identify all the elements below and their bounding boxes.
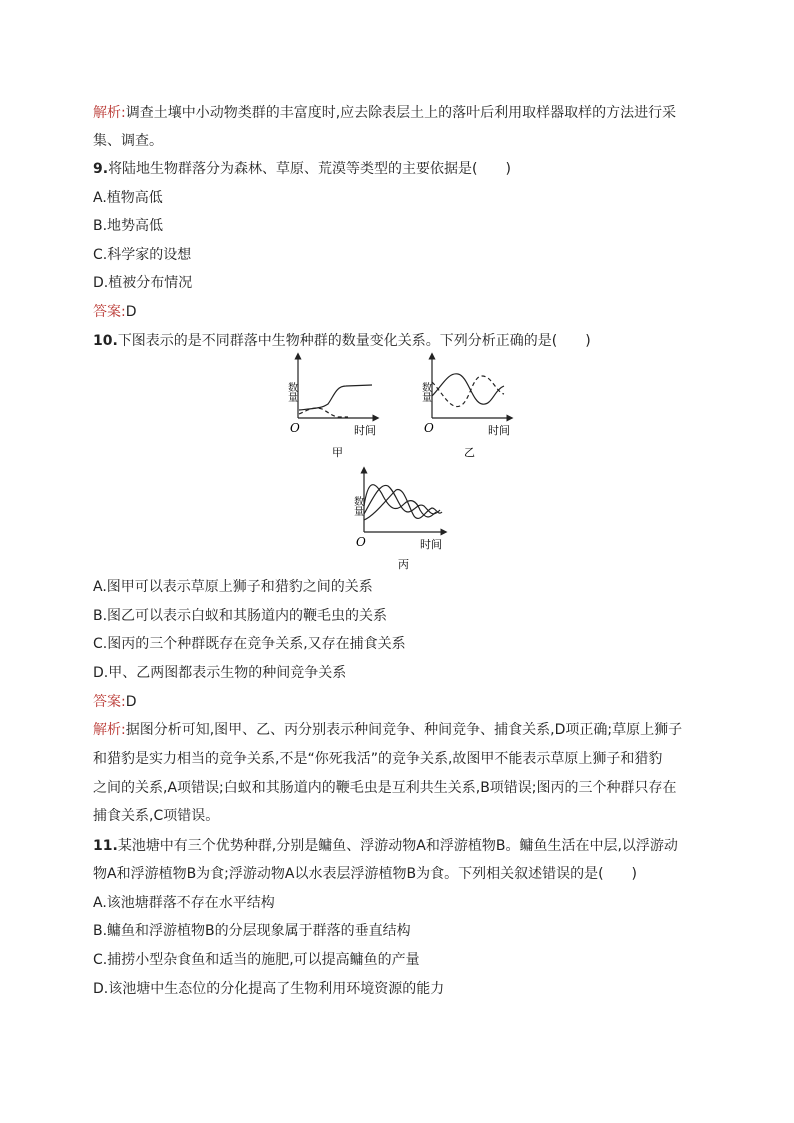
figure-yi — [412, 352, 522, 462]
solid-curve — [299, 385, 372, 410]
q10-analysis-line-2: 和猎豹是实力相当的竞争关系,不是“你死我活”的竞争关系,故图甲不能表示草原上狮子和猎豹 — [93, 751, 663, 767]
q9-option-a: A.植物高低 — [93, 190, 163, 206]
question-11-stem-line-1 — [93, 837, 713, 855]
y-axis-label: 数量 — [419, 382, 431, 402]
origin-label: O — [356, 535, 366, 549]
q10-option-d: D.甲、乙两图都表示生物的种间竞争关系 — [93, 665, 347, 681]
figure-jia — [278, 352, 388, 462]
figure-caption: 乙 — [464, 446, 475, 459]
q10-option-a: A.图甲可以表示草原上狮子和猎豹之间的关系 — [93, 579, 373, 595]
q11-option-a: A.该池塘群落不存在水平结构 — [93, 895, 275, 911]
figure-caption: 甲 — [332, 446, 343, 459]
question-9-stem — [93, 160, 713, 178]
origin-label: O — [290, 421, 300, 435]
q11-option-c: C.捕捞小型杂食鱼和适当的施肥,可以提高鳙鱼的产量 — [93, 952, 420, 968]
question-text: 下图表示的是不同群落中生物种群的数量变化关系。下列分析正确的是( ) — [117, 333, 591, 349]
q10-analysis-line-1 — [93, 721, 713, 739]
answer-label: 答案: — [93, 304, 126, 320]
answer-label: 答案: — [93, 694, 126, 710]
prev-analysis-line-1 — [93, 104, 713, 122]
q9-option-c: C.科学家的设想 — [93, 247, 192, 263]
figure-caption: 丙 — [398, 558, 409, 571]
q11-option-d: D.该池塘中生态位的分化提高了生物利用环境资源的能力 — [93, 981, 445, 997]
q11-option-b: B.鳙鱼和浮游植物B的分层现象属于群落的垂直结构 — [93, 923, 411, 939]
question-text: 将陆地生物群落分为森林、草原、荒漠等类型的主要依据是( ) — [108, 161, 511, 177]
x-axis-label: 时间 — [488, 424, 510, 437]
dashed-curve — [432, 376, 504, 407]
x-axis-label: 时间 — [420, 538, 442, 551]
x-axis-label: 时间 — [354, 424, 376, 437]
question-11-stem-line-2: 物A和浮游植物B为食;浮游动物A以水表层浮游植物B为食。下列相关叙述错误的是( ) — [93, 866, 638, 882]
y-axis-label: 数量 — [351, 496, 363, 516]
q10-analysis-line-4: 捕食关系,C项错误。 — [93, 808, 220, 824]
q9-answer — [93, 303, 713, 321]
analysis-label: 解析: — [93, 722, 126, 738]
analysis-label: 解析: — [93, 105, 126, 121]
analysis-text: 调查土壤中小动物类群的丰富度时,应去除表层土上的落叶后利用取样器取样的方法进行采 — [125, 105, 677, 121]
prev-analysis-line-2: 集、调查。 — [93, 133, 163, 149]
q10-option-b: B.图乙可以表示白蚁和其肠道内的鞭毛虫的关系 — [93, 608, 388, 624]
question-number: 11. — [93, 838, 118, 854]
q10-analysis-line-3: 之间的关系,A项错误;白蚁和其肠道内的鞭毛虫是互利共生关系,B项错误;图丙的三个种群只存在 — [93, 780, 677, 796]
answer-value: D — [125, 694, 137, 710]
q10-option-c: C.图丙的三个种群既存在竞争关系,又存在捕食关系 — [93, 636, 406, 652]
question-number: 9. — [93, 161, 109, 177]
q9-option-d: D.植被分布情况 — [93, 275, 193, 291]
question-text: 某池塘中有三个优势种群,分别是鳙鱼、浮游动物A和浮游植物B。鳙鱼生活在中层,以浮游动 — [117, 838, 678, 854]
question-10-stem — [93, 332, 713, 350]
y-axis-label: 数量 — [285, 382, 297, 402]
question-number: 10. — [93, 333, 118, 349]
solid-curve — [432, 374, 504, 404]
q10-answer — [93, 693, 713, 711]
analysis-text: 据图分析可知,图甲、乙、丙分别表示种间竞争、种间竞争、捕食关系,D项正确;草原上狮子 — [125, 722, 683, 738]
q9-option-b: B.地势高低 — [93, 218, 164, 234]
answer-value: D — [125, 304, 137, 320]
figure-bing — [344, 466, 456, 574]
origin-label: O — [424, 421, 434, 435]
